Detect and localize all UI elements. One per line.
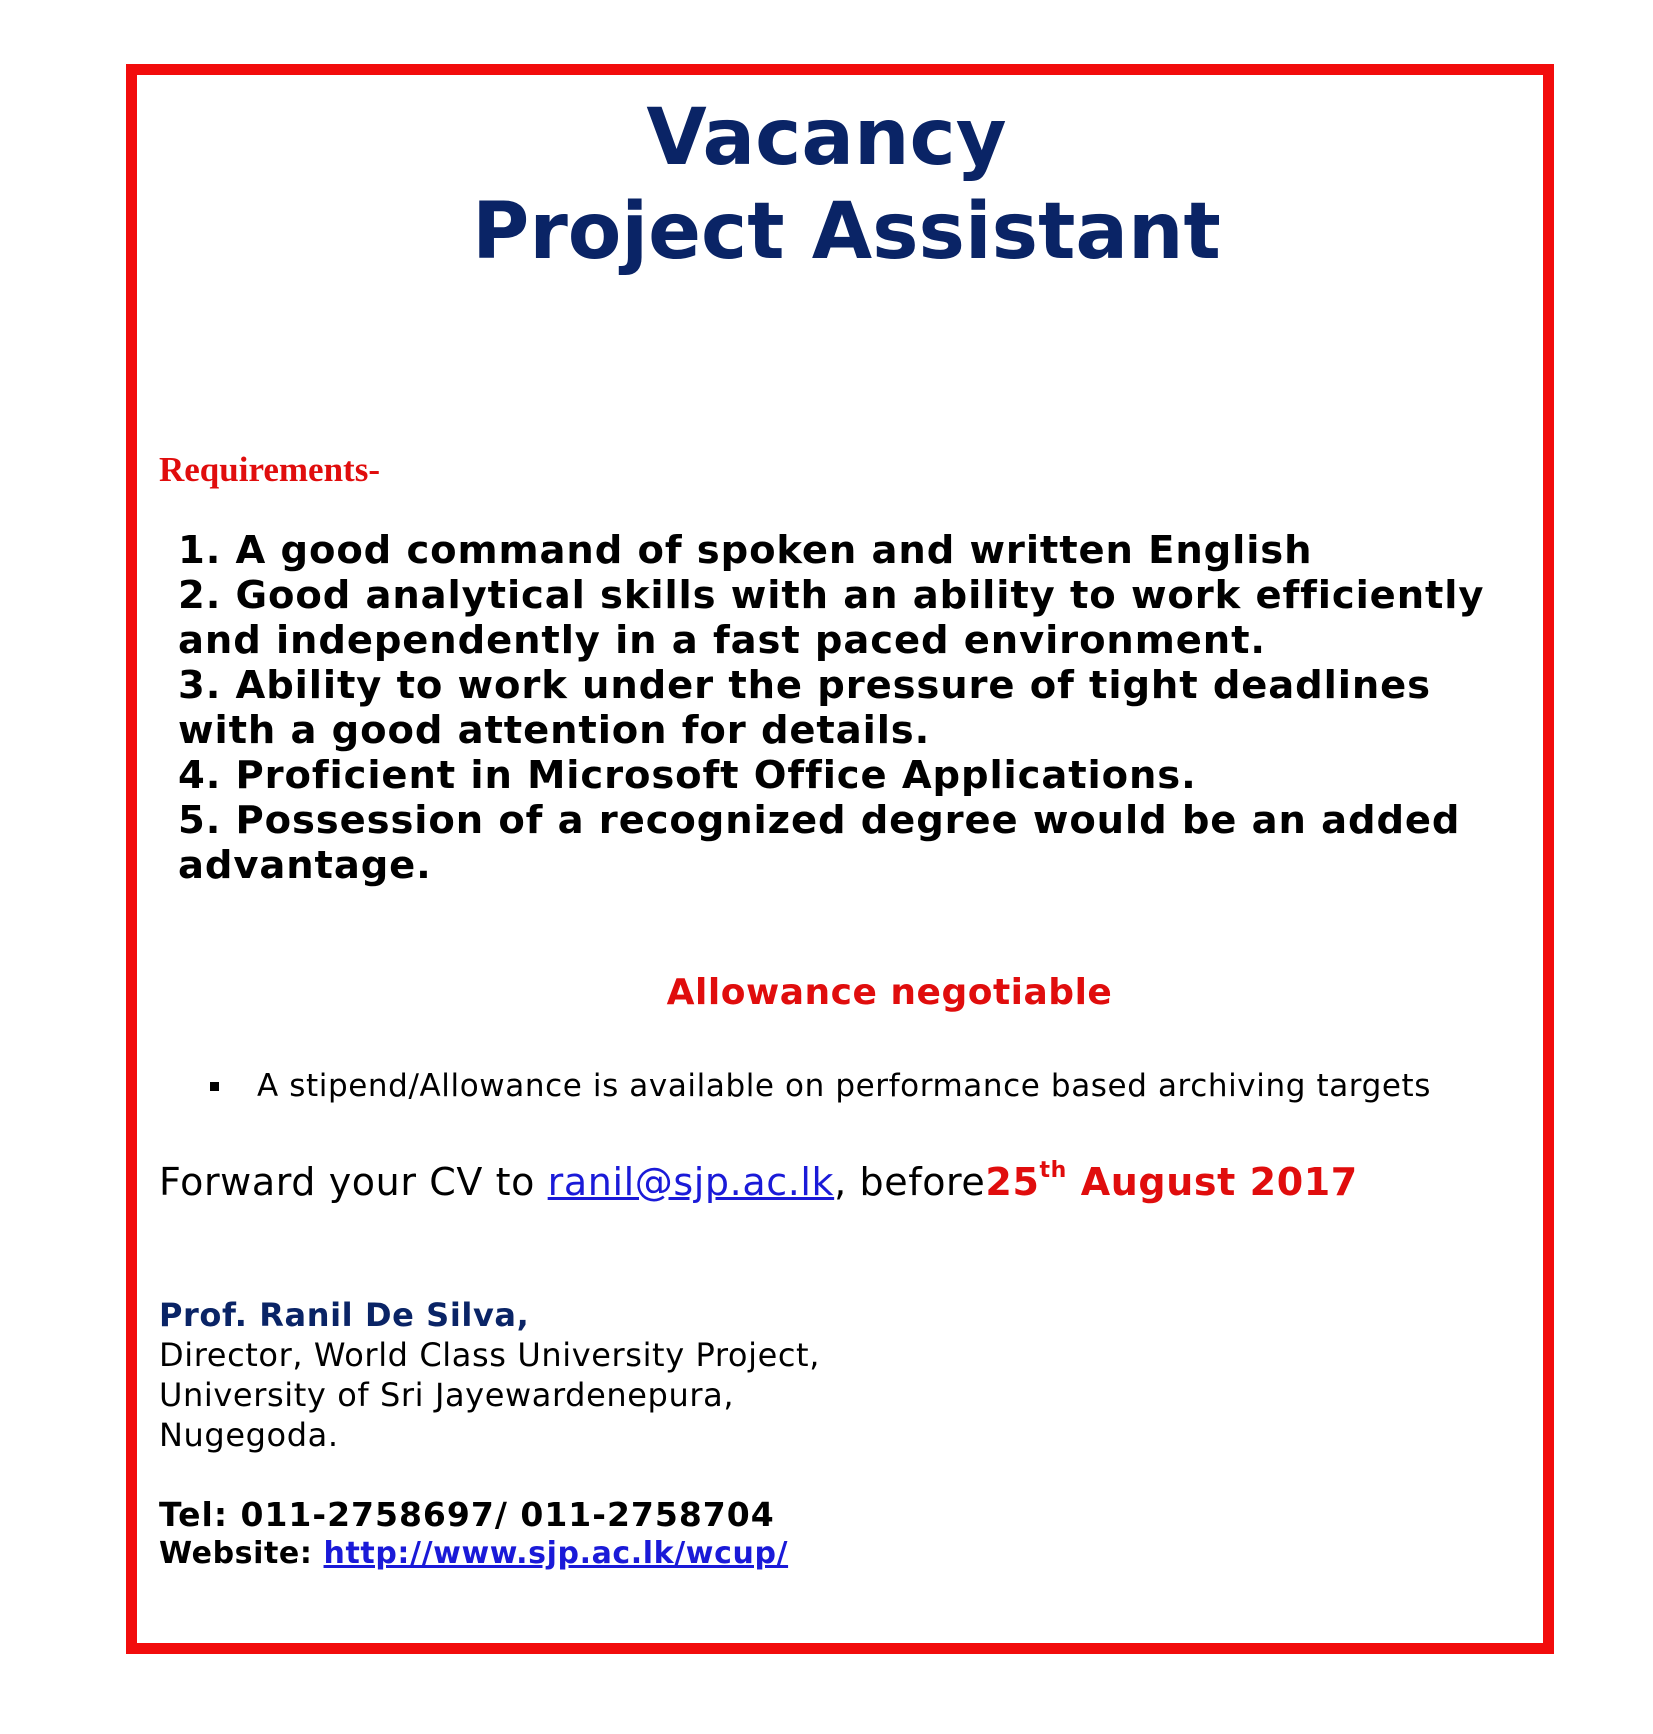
requirement-item: 5. Possession of a recognized degree would be an added advantage. [178, 798, 1461, 888]
deadline-ordinal-suffix: th [1039, 1158, 1067, 1183]
requirements-list [178, 528, 1538, 888]
website-line [159, 1535, 788, 1573]
allowance-heading: Allowance negotiable [666, 972, 1113, 1013]
website-label: Website: [159, 1536, 324, 1571]
website-link[interactable]: http://www.sjp.ac.lk/wcup/ [323, 1536, 789, 1571]
email-link[interactable]: ranil@sjp.ac.lk [547, 1160, 835, 1204]
requirement-item: 2. Good analytical skills with an ability to work efficiently and independently in a fast paced environment. [178, 573, 1485, 663]
square-bullet-icon [210, 1082, 219, 1091]
signatory-name: Prof. Ranil De Silva, [159, 1296, 530, 1334]
requirement-item: 1. A good command of spoken and written English [178, 528, 1313, 573]
requirement-item: 3. Ability to work under the pressure of tight deadlines with a good attention for details. [178, 663, 1431, 753]
application-middle: , before [834, 1160, 986, 1204]
requirement-item: 4. Proficient in Microsoft Office Applications. [178, 753, 1197, 798]
signatory-title: Director, World Class University Project, [159, 1336, 820, 1374]
page-title-vacancy: Vacancy [646, 93, 1007, 183]
contact-block [159, 1495, 788, 1573]
application-instructions [159, 1160, 1358, 1204]
application-prefix: Forward your CV to [159, 1160, 548, 1204]
allowance-bullet-text: A stipend/Allowance is available on performance based archiving targets [257, 1068, 1432, 1104]
page-title-position: Project Assistant [472, 187, 1221, 277]
deadline-day: 25 [985, 1160, 1040, 1204]
signatory-institution: University of Sri Jayewardenepura, [159, 1376, 735, 1414]
signatory-city: Nugegoda. [159, 1416, 339, 1454]
deadline-month-year: August 2017 [1066, 1160, 1358, 1204]
deadline-date [985, 1160, 1357, 1204]
telephone-numbers: Tel: 011-2758697/ 011-2758704 [159, 1495, 775, 1534]
requirements-heading: Requirements- [159, 450, 380, 489]
signatory-block [159, 1295, 820, 1455]
